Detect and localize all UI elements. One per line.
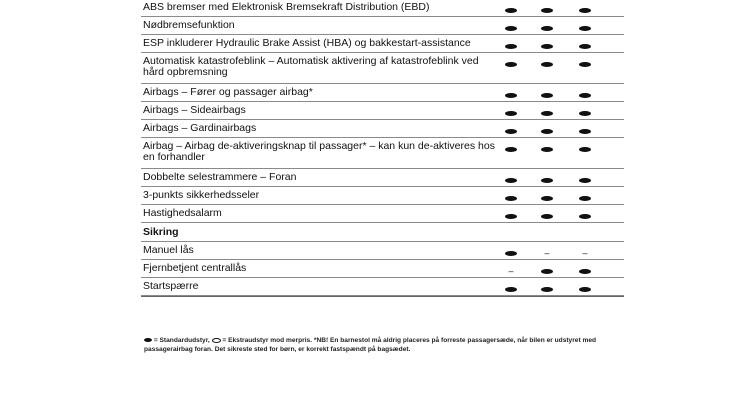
value-cell xyxy=(537,128,557,134)
value-cell xyxy=(537,7,557,13)
value-cell xyxy=(537,286,557,292)
row-label: 3-punkts sikkerhedsseler xyxy=(143,189,260,201)
standard-dot-icon xyxy=(541,196,553,201)
value-cell xyxy=(575,61,595,67)
value-cell xyxy=(575,92,595,98)
standard-dot-icon xyxy=(541,129,553,134)
table-row xyxy=(141,35,624,53)
standard-dot-icon xyxy=(505,196,517,201)
row-label: Automatisk katastrofeblink – Automatisk aktivering af katastrofeblink ved hård opbremsning xyxy=(143,55,479,78)
value-cell xyxy=(575,7,595,13)
footnote-optional: = Ekstraudstyr mod merpris. xyxy=(222,337,313,344)
optional-circle-icon xyxy=(212,338,221,343)
standard-dot-icon xyxy=(541,178,553,183)
row-label: ESP inkluderer Hydraulic Brake Assist (HBA) og bakkestart-assistance xyxy=(143,37,471,49)
table-row xyxy=(141,278,624,296)
table-row xyxy=(141,242,624,260)
value-cell xyxy=(501,213,521,219)
standard-dot-icon xyxy=(579,111,591,116)
safety-rows xyxy=(141,0,624,223)
value-cell xyxy=(575,268,595,274)
value-cell xyxy=(501,177,521,183)
value-cell xyxy=(501,128,521,134)
table-row xyxy=(141,17,624,35)
standard-dot-icon xyxy=(579,214,591,219)
row-label: Manuel lås xyxy=(143,244,194,256)
value-cell xyxy=(537,195,557,201)
standard-dot-icon xyxy=(579,44,591,49)
table-row xyxy=(141,120,624,138)
standard-dot-icon xyxy=(579,287,591,292)
value-cell xyxy=(501,43,521,49)
value-cell xyxy=(501,250,521,256)
value-cell xyxy=(537,61,557,67)
standard-dot-icon xyxy=(579,8,591,13)
row-label: Airbags – Gardinairbags xyxy=(143,122,257,134)
not-available-dash: – xyxy=(582,248,588,258)
standard-dot-icon xyxy=(541,287,553,292)
value-cell xyxy=(575,213,595,219)
standard-dot-icon xyxy=(579,196,591,201)
table-row xyxy=(141,53,624,84)
standard-dot-icon xyxy=(579,93,591,98)
value-cell xyxy=(575,250,595,256)
not-available-dash: – xyxy=(508,266,514,276)
row-label: Airbags – Sideairbags xyxy=(143,104,246,116)
value-cell xyxy=(537,177,557,183)
standard-dot-icon xyxy=(579,26,591,31)
standard-dot-icon xyxy=(579,178,591,183)
row-label: Startspærre xyxy=(143,280,199,292)
table-row xyxy=(141,84,624,102)
standard-dot-icon xyxy=(505,26,517,31)
value-cell xyxy=(575,146,595,152)
row-label: ABS bremser med Elektronisk Bremsekraft Distribution (EBD) xyxy=(143,1,430,13)
table-row xyxy=(141,205,624,223)
value-cell xyxy=(501,195,521,201)
value-cell xyxy=(501,7,521,13)
footnote-note: *NB! En barnestol må aldrig placeres på forreste passagersæde, når bilen er udstyret med passagerairbag foran. Det sikreste sted for børn, er korrekt fastspændt på bagsædet. xyxy=(144,337,597,353)
standard-dot-icon xyxy=(579,269,591,274)
standard-dot-icon xyxy=(505,147,517,152)
table-row xyxy=(141,138,624,169)
standard-dot-icon xyxy=(505,111,517,116)
standard-dot-icon xyxy=(541,62,553,67)
value-cell xyxy=(501,92,521,98)
not-available-dash: – xyxy=(544,248,550,258)
standard-dot-icon xyxy=(541,147,553,152)
footnote-standard: = Standardudstyr, xyxy=(153,337,210,344)
standard-dot-icon xyxy=(505,129,517,134)
value-cell xyxy=(575,25,595,31)
value-cell xyxy=(575,195,595,201)
row-label: Nødbremsefunktion xyxy=(143,19,235,31)
standard-dot-icon xyxy=(505,8,517,13)
table-row xyxy=(141,0,624,17)
standard-dot-icon xyxy=(505,178,517,183)
value-cell xyxy=(501,25,521,31)
standard-dot-icon xyxy=(144,338,152,342)
value-cell xyxy=(575,128,595,134)
standard-dot-icon xyxy=(541,44,553,49)
section-header-security: Sikring xyxy=(141,223,624,242)
standard-dot-icon xyxy=(579,129,591,134)
value-cell xyxy=(575,110,595,116)
value-cell xyxy=(575,177,595,183)
value-cell xyxy=(501,268,521,274)
equipment-table xyxy=(141,0,624,297)
row-label: Airbag – Airbag de-aktiveringsknap til passager* – kan kun de-aktiveres hos en forhandler xyxy=(143,140,495,163)
row-label: Airbags – Fører og passager airbag* xyxy=(143,86,313,98)
value-cell xyxy=(501,110,521,116)
standard-dot-icon xyxy=(579,147,591,152)
table-row xyxy=(141,187,624,205)
security-rows xyxy=(141,242,624,297)
standard-dot-icon xyxy=(505,287,517,292)
standard-dot-icon xyxy=(541,8,553,13)
value-cell xyxy=(537,25,557,31)
row-label: Fjernbetjent centrallås xyxy=(143,262,247,274)
value-cell xyxy=(537,250,557,256)
standard-dot-icon xyxy=(541,26,553,31)
footnote xyxy=(144,336,624,354)
standard-dot-icon xyxy=(541,214,553,219)
value-cell xyxy=(501,146,521,152)
value-cell xyxy=(575,43,595,49)
standard-dot-icon xyxy=(505,62,517,67)
value-cell xyxy=(537,43,557,49)
standard-dot-icon xyxy=(505,214,517,219)
standard-dot-icon xyxy=(541,111,553,116)
standard-dot-icon xyxy=(579,62,591,67)
value-cell xyxy=(575,286,595,292)
value-cell xyxy=(537,213,557,219)
value-cell xyxy=(501,61,521,67)
value-cell xyxy=(501,286,521,292)
table-row xyxy=(141,169,624,187)
row-label: Hastighedsalarm xyxy=(143,207,222,219)
row-label: Dobbelte selestrammere – Foran xyxy=(143,171,297,183)
value-cell xyxy=(537,92,557,98)
standard-dot-icon xyxy=(541,269,553,274)
standard-dot-icon xyxy=(505,44,517,49)
standard-dot-icon xyxy=(541,93,553,98)
value-cell xyxy=(537,110,557,116)
standard-dot-icon xyxy=(505,251,517,256)
value-cell xyxy=(537,268,557,274)
table-row xyxy=(141,260,624,278)
table-row xyxy=(141,102,624,120)
value-cell xyxy=(537,146,557,152)
standard-dot-icon xyxy=(505,93,517,98)
